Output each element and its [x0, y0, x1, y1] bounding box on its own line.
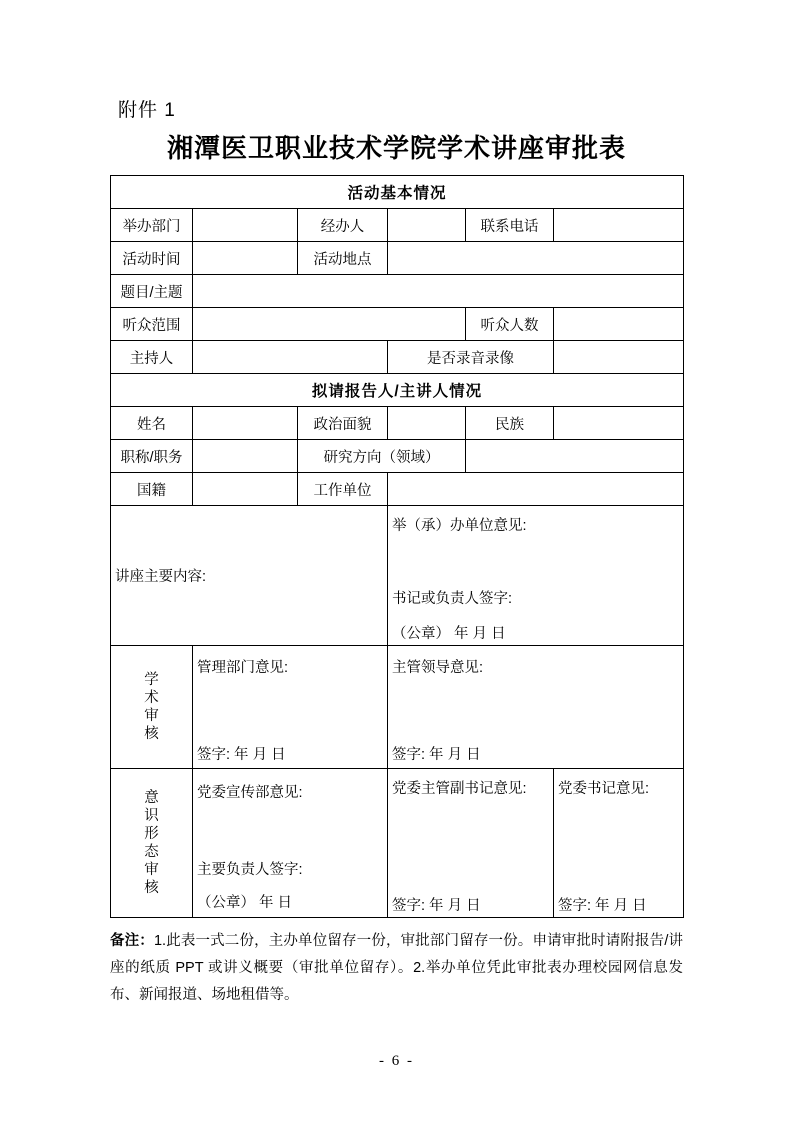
label-ideology-review-vertical — [111, 769, 193, 918]
field-name[interactable] — [193, 407, 298, 440]
field-nationality[interactable] — [193, 473, 298, 506]
label-host-unit-opinion: 举（承）办单位意见: — [392, 518, 527, 534]
field-topic[interactable] — [193, 275, 684, 308]
vchar: 态 — [144, 844, 159, 860]
label-propaganda-sign: 主要负责人签字: — [197, 861, 303, 878]
attachment-label: 附件 1 — [118, 100, 176, 121]
label-party-secretary-sign: 签字: 年 月 日 — [558, 898, 647, 914]
label-seal-date: （公章） 年 月 日 — [392, 626, 506, 642]
label-host-person: 主持人 — [111, 341, 193, 374]
label-leader-opinion: 主管领导意见: — [392, 660, 484, 676]
field-management-dept-opinion[interactable] — [193, 646, 388, 769]
label-leader-sign: 签字: 年 月 日 — [392, 747, 481, 763]
label-nationality: 国籍 — [111, 473, 193, 506]
field-phone[interactable] — [554, 209, 684, 242]
vchar: 学 — [144, 671, 159, 688]
label-deputy-secretary-sign: 签字: 年 月 日 — [392, 898, 481, 914]
label-activity-place: 活动地点 — [298, 242, 388, 275]
footer-note — [110, 928, 683, 1008]
vchar: 意 — [144, 789, 159, 806]
label-handler: 经办人 — [298, 209, 388, 242]
table-row — [111, 176, 684, 209]
label-academic-review-vertical — [111, 646, 193, 769]
field-audience-count[interactable] — [554, 308, 684, 341]
label-recording: 是否录音录像 — [388, 341, 554, 374]
field-lecture-content[interactable] — [111, 506, 388, 646]
table-row — [111, 769, 684, 918]
label-audience-count: 听众人数 — [466, 308, 554, 341]
label-title-position: 职称/职务 — [111, 440, 193, 473]
label-audience-scope: 听众范围 — [111, 308, 193, 341]
label-management-dept-opinion: 管理部门意见: — [197, 660, 289, 676]
approval-form-table — [110, 175, 684, 918]
field-leader-opinion[interactable] — [388, 646, 684, 769]
field-host-unit-opinion[interactable] — [388, 506, 684, 646]
table-row — [111, 341, 684, 374]
field-propaganda-opinion[interactable] — [193, 769, 388, 918]
field-party-secretary-opinion[interactable] — [554, 769, 684, 918]
table-row — [111, 275, 684, 308]
vchar: 形 — [144, 825, 159, 842]
table-row — [111, 440, 684, 473]
label-research-field: 研究方向（领域） — [298, 440, 466, 473]
table-row — [111, 646, 684, 769]
section-heading-basic: 活动基本情况 — [111, 176, 684, 209]
table-row — [111, 506, 684, 646]
table-row — [111, 473, 684, 506]
label-secretary-signature: 书记或负责人签字: — [392, 591, 513, 607]
vchar: 核 — [144, 880, 159, 897]
label-work-unit: 工作单位 — [298, 473, 388, 506]
label-activity-time: 活动时间 — [111, 242, 193, 275]
page-title: 湘潭医卫职业技术学院学术讲座审批表 — [166, 134, 626, 163]
label-party-secretary-opinion: 党委书记意见: — [558, 781, 650, 797]
field-deputy-secretary-opinion[interactable] — [388, 769, 554, 918]
field-title-position[interactable] — [193, 440, 298, 473]
vchar: 识 — [144, 807, 159, 824]
field-host-dept[interactable] — [193, 209, 298, 242]
table-row — [111, 308, 684, 341]
table-row — [111, 374, 684, 407]
table-row — [111, 407, 684, 440]
vchar: 审 — [144, 862, 159, 879]
field-ethnicity[interactable] — [554, 407, 684, 440]
section-heading-speaker: 拟请报告人/主讲人情况 — [111, 374, 684, 407]
field-activity-time[interactable] — [193, 242, 298, 275]
page-number: - 6 - — [379, 1053, 414, 1069]
label-deputy-secretary-opinion: 党委主管副书记意见: — [392, 781, 527, 797]
vchar: 核 — [144, 726, 159, 743]
label-propaganda-seal: （公章） 年 日 — [197, 894, 293, 911]
label-ethnicity: 民族 — [466, 407, 554, 440]
label-lecture-content: 讲座主要内容: — [115, 569, 207, 585]
field-handler[interactable] — [388, 209, 466, 242]
label-political-status: 政治面貌 — [298, 407, 388, 440]
field-research-field[interactable] — [466, 440, 684, 473]
vchar: 术 — [144, 689, 159, 706]
field-audience-scope[interactable] — [193, 308, 466, 341]
field-political-status[interactable] — [388, 407, 466, 440]
label-host-dept: 举办部门 — [111, 209, 193, 242]
field-work-unit[interactable] — [388, 473, 684, 506]
label-propaganda-opinion: 党委宣传部意见: — [197, 784, 303, 801]
field-activity-place[interactable] — [388, 242, 684, 275]
field-host-person[interactable] — [193, 341, 388, 374]
table-row — [111, 242, 684, 275]
label-phone: 联系电话 — [466, 209, 554, 242]
label-name: 姓名 — [111, 407, 193, 440]
vchar: 审 — [144, 708, 159, 724]
label-topic: 题目/主题 — [111, 275, 193, 308]
field-recording[interactable] — [554, 341, 684, 374]
table-row — [111, 209, 684, 242]
label-management-dept-sign: 签字: 年 月 日 — [197, 747, 286, 763]
footer-note-text: 1.此表一式二份，主办单位留存一份，审批部门留存一份。申请审批时请附报告/讲座的纸质 PPT 或讲义概要（审批单位留存）。2.举办单位凭此审批表办理校园网信息发布、新闻报道、场地租借等。 — [110, 933, 683, 1003]
footer-note-prefix: 备注： — [110, 933, 154, 949]
